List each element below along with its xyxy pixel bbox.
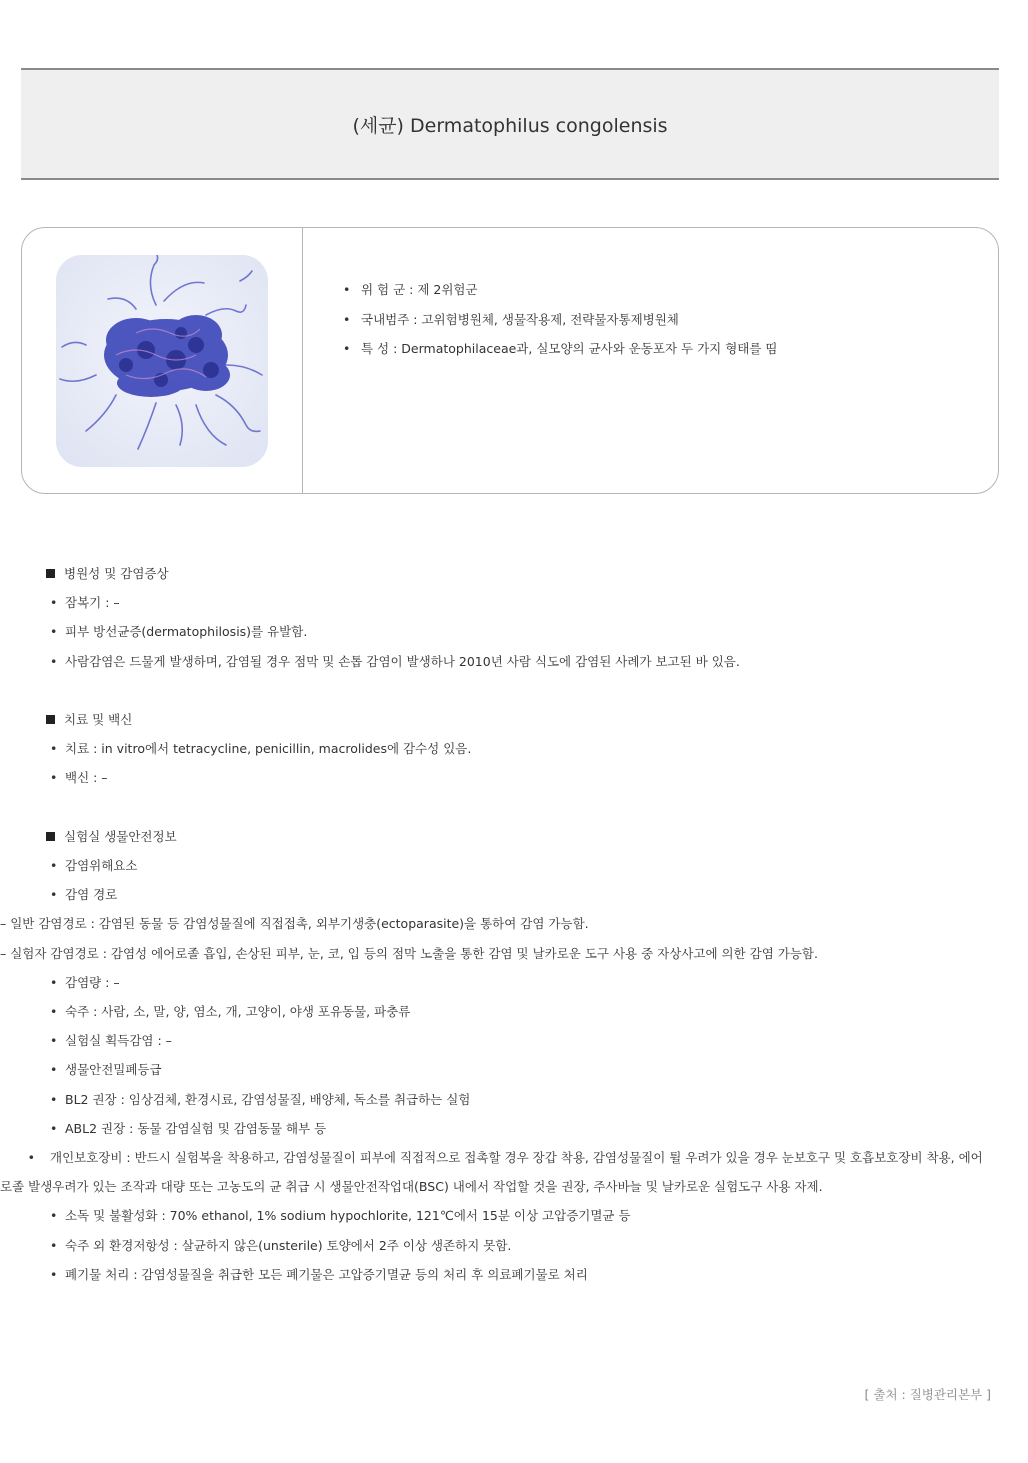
list-item: – 실험자 감염경로 : 감염성 에어로졸 흡입, 손상된 피부, 눈, 코, 입 등의 점막 노출을 통한 감염 및 날카로운 도구 사용 중 자상사고에 의한 감염 가능함.: [0, 945, 818, 961]
square-bullet-icon: [46, 715, 55, 724]
list-item: • BL2 권장 : 임상검체, 환경시료, 감염성물질, 배양체, 독소를 취급하는 실험: [50, 1091, 471, 1107]
list-item: • 폐기물 처리 : 감염성물질을 취급한 모든 폐기물은 고압증기멸균 등의 처리 후 의료폐기물로 처리: [50, 1266, 588, 1282]
list-item: • 실험실 획득감염 : –: [50, 1033, 172, 1049]
list-item-ppe: • 개인보호장비 : 반드시 실험복을 착용하고, 감염성물질이 피부에 직접적으로 접촉할 경우 장갑 착용, 감염성물질이 튈 우려가 있을 경우 눈보호구 및 호흡보호장비 착용, 에어로졸 발생우려가 있는 조작과 대량 또는 고농도의 균 취급 시 생물안전작업대(BSC) 내에서 작업할 것을 권장, 주사바늘 및 날카로운 실험도구 사용 자제.: [0, 1150, 983, 1195]
detail-body: [0, 559, 996, 1289]
square-bullet-icon: [46, 832, 55, 841]
square-bullet-icon: [46, 569, 55, 578]
list-item: • 숙주 외 환경저항성 : 살균하지 않은(unsterile) 토양에서 2주 이상 생존하지 못함.: [50, 1237, 512, 1253]
list-item: • 사람감염은 드물게 발생하며, 감염될 경우 점막 및 손톱 감염이 발생하나 2010년 사람 식도에 감염된 사례가 보고된 바 있음.: [50, 653, 740, 669]
list-item: • 감염량 : –: [50, 974, 120, 990]
list-item: • 숙주 : 사람, 소, 말, 양, 염소, 개, 고양이, 야생 포유동물, 파충류: [50, 1004, 411, 1020]
summary-item-domestic-category: • 국내범주 : 고위험병원체, 생물작용제, 전략물자통제병원체: [343, 311, 679, 327]
page-title: (세균) Dermatophilus congolensis: [352, 114, 668, 137]
source-credit: [ 출처 : 질병관리본부 ]: [864, 1387, 991, 1402]
list-item: – 일반 감염경로 : 감염된 동물 등 감염성물질에 직접접촉, 외부기생충(ectoparasite)을 통하여 감염 가능함.: [0, 916, 589, 932]
title-bar: [21, 68, 999, 180]
list-item: • 소독 및 불활성화 : 70% ethanol, 1% sodium hypochlorite, 121℃에서 15분 이상 고압증기멸균 등: [50, 1208, 631, 1224]
list-item: • 피부 방선균증(dermatophilosis)를 유발함.: [50, 624, 308, 640]
list-item: • 감염 경로: [50, 887, 118, 903]
section-heading-biosafety: 실험실 생물안전정보: [46, 822, 996, 851]
image-cell: [22, 228, 303, 493]
summary-list: [303, 228, 778, 493]
list-item: • 생물안전밀폐등급: [50, 1062, 162, 1078]
list-item: • 감염위해요소: [50, 858, 138, 873]
micrograph-image: [56, 255, 268, 467]
summary-item-characteristics: • 특 성 : Dermatophilaceae과, 실모양의 균사와 운동포자 두 가지 형태를 띰: [343, 341, 778, 356]
list-item: • 치료 : in vitro에서 tetracycline, penicillin, macrolides에 감수성 있음.: [50, 741, 472, 757]
list-item: • ABL2 권장 : 동물 감염실험 및 감염동물 해부 등: [50, 1120, 327, 1136]
section-heading-pathogenicity: 병원성 및 감염증상: [46, 559, 996, 588]
section-heading-treatment: 치료 및 백신: [46, 705, 996, 734]
list-item: • 잠복기 : –: [50, 595, 120, 611]
list-item: • 백신 : –: [50, 770, 108, 786]
info-card: [21, 227, 999, 494]
summary-item-risk-group: • 위 험 군 : 제 2위험군: [343, 282, 478, 297]
